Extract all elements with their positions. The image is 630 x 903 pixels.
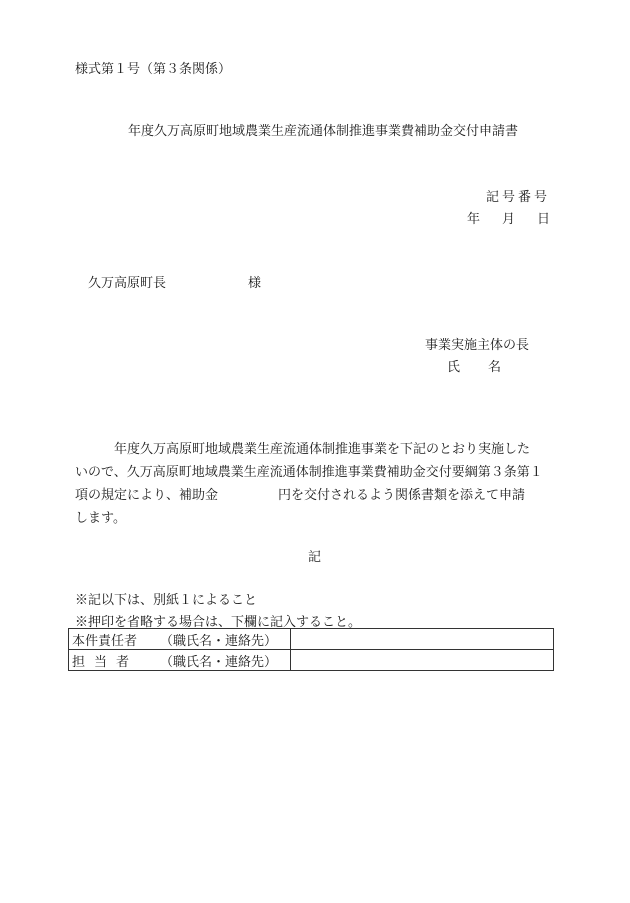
body-line-2 bbox=[75, 461, 555, 484]
person-in-charge-value[interactable] bbox=[291, 650, 554, 671]
person-in-charge-label-cell bbox=[69, 650, 291, 671]
date-line bbox=[467, 208, 550, 227]
applicant-name-label-2: 名 bbox=[488, 360, 502, 375]
responsible-person-label: 本件責任者 bbox=[72, 633, 138, 649]
form-number: 様式第１号（第３条関係） bbox=[75, 62, 232, 77]
table-row bbox=[69, 629, 554, 650]
application-body bbox=[75, 438, 555, 530]
note-seal-omission: ※押印を省略する場合は、下欄に記入すること。 bbox=[75, 615, 362, 630]
ki-heading: 記 bbox=[308, 550, 322, 565]
responsible-person-detail: （職氏名・連絡先） bbox=[160, 633, 278, 649]
record-number-label: 記号番号 bbox=[485, 190, 550, 205]
contact-table bbox=[68, 628, 554, 671]
addressee-honorific: 様 bbox=[248, 276, 262, 291]
body-line-4 bbox=[75, 507, 555, 530]
person-in-charge-label: 担当者 bbox=[72, 654, 139, 670]
applicant-name-label bbox=[447, 356, 501, 375]
body-line-3 bbox=[75, 484, 555, 507]
table-row bbox=[69, 650, 554, 671]
applicant-role: 事業実施主体の長 bbox=[425, 338, 530, 353]
body-text-2: いので、久万高原町地域農業生産流通体制推進事業費補助金交付要綱第３条第１ bbox=[75, 465, 543, 480]
responsible-person-value[interactable] bbox=[291, 629, 554, 650]
responsible-person-label-cell bbox=[69, 629, 291, 650]
body-text-3b: 円を交付されるよう関係書類を添えて申請 bbox=[278, 488, 526, 503]
addressee-name: 久万高原町長 bbox=[88, 276, 167, 291]
document-title: 年度久万高原町地域農業生産流通体制推進事業費補助金交付申請書 bbox=[128, 124, 519, 139]
date-year-label: 年 bbox=[466, 212, 480, 227]
body-text-4: します。 bbox=[75, 511, 126, 526]
body-text-1: 年度久万高原町地域農業生産流通体制推進事業を下記のとおり実施した bbox=[114, 442, 531, 457]
body-line-1 bbox=[75, 438, 555, 461]
note-attachment: ※記以下は、別紙１によること bbox=[75, 593, 258, 608]
date-month-label: 月 bbox=[501, 212, 515, 227]
person-in-charge-detail: （職氏名・連絡先） bbox=[160, 654, 278, 670]
body-text-3a: 項の規定により、補助金 bbox=[75, 488, 219, 503]
addressee bbox=[88, 272, 261, 291]
applicant-name-label-1: 氏 bbox=[447, 360, 461, 375]
date-day-label: 日 bbox=[536, 212, 550, 227]
